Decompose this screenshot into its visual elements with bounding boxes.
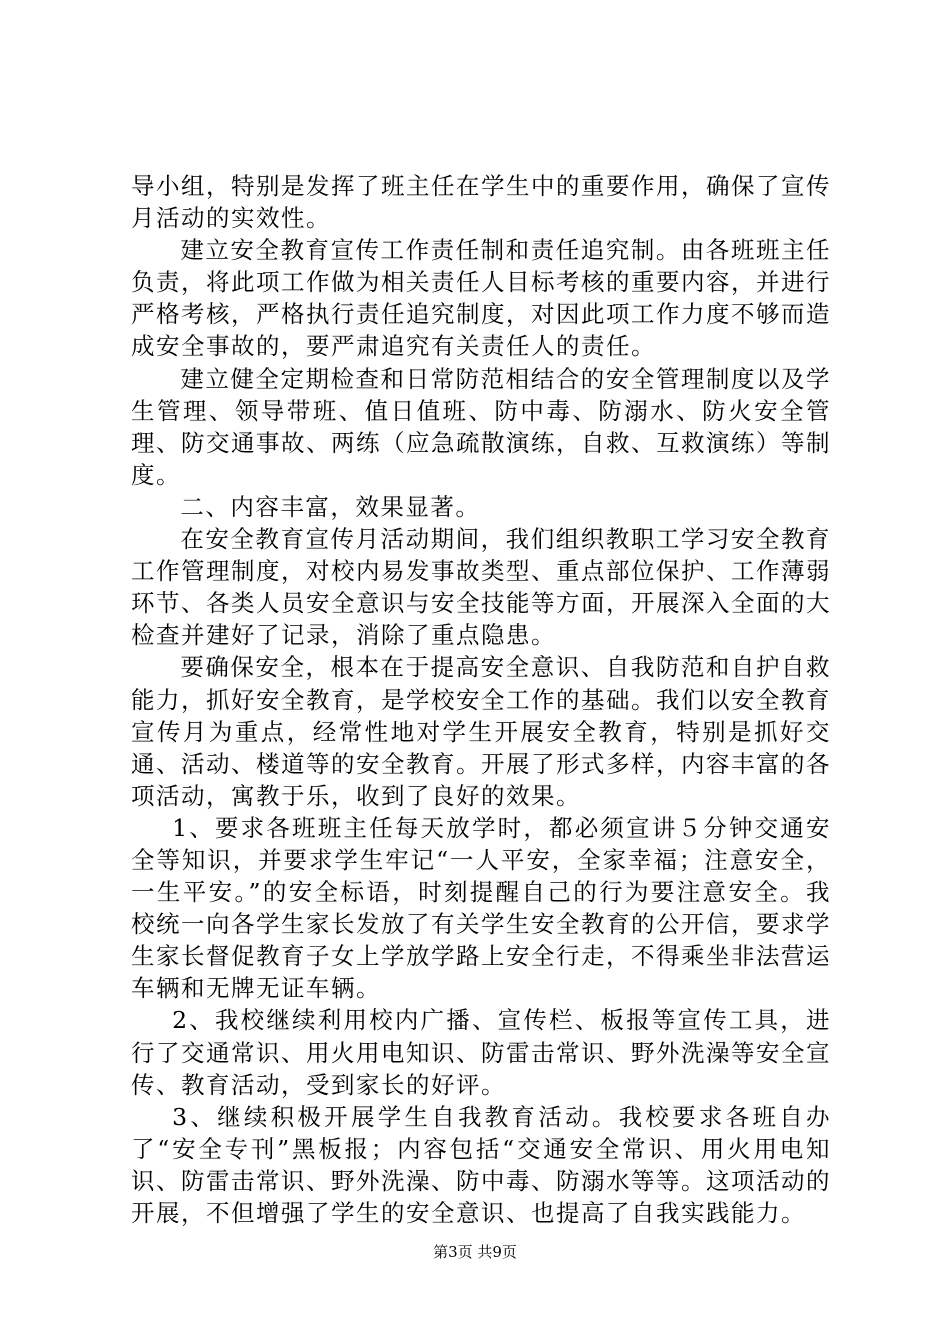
page-number: 第3页 共9页 xyxy=(433,1243,517,1261)
paragraph: 在安全教育宣传月活动期间，我们组织教职工学习安全教育工作管理制度，对校内易发事故类型、重点部位保护、工作薄弱环节、各类人员安全意识与安全技能等方面，开展深入全面的大检查并建好了记录，消除了重点隐患。 xyxy=(131,525,831,650)
paragraph: 要确保安全，根本在于提高安全意识、自我防范和自护自救能力，抓好安全教育，是学校安全工作的基础。我们以安全教育宣传月为重点，经常性地对学生开展安全教育，特别是抓好交通、活动、楼道等的安全教育。开展了形式多样，内容丰富的各项活动，寓教于乐，收到了良好的效果。 xyxy=(131,653,831,810)
list-item: 3、继续积极开展学生自我教育活动。我校要求各班自办了“安全专刊”黑板报；内容包括“交通安全常识、用火用电知识、防雷击常识、野外洗澡、防中毒、防溺水等等。这项活动的开展，不但增强了学生的安全意识、也提高了自我实践能力。 xyxy=(131,1102,831,1227)
list-item: 2、我校继续利用校内广播、宣传栏、板报等宣传工具，进行了交通常识、用火用电知识、防雷击常识、野外洗澡等安全宣传、教育活动，受到家长的好评。 xyxy=(131,1006,831,1099)
page-footer xyxy=(0,1242,950,1262)
section-heading: 二、内容丰富，效果显著。 xyxy=(180,492,481,521)
list-item: 1、要求各班班主任每天放学时，都必须宣讲５分钟交通安全等知识，并要求学生牢记“一人平安，全家幸福；注意安全，一生平安。”的安全标语，时刻提醒自己的行为要注意安全。我校统一向各学生家长发放了有关学生安全教育的公开信，要求学生家长督促教育子女上学放学路上安全行走，不得乘坐非法营运车辆和无牌无证车辆。 xyxy=(131,813,831,1003)
paragraph-continuation: 导小组，特别是发挥了班主任在学生中的重要作用，确保了宣传月活动的实效性。 xyxy=(131,172,831,233)
document-body xyxy=(131,170,831,1229)
paragraph: 建立健全定期检查和日常防范相结合的安全管理制度以及学生管理、领导带班、值日值班、防中毒、防溺水、防火安全管理、防交通事故、两练（应急疏散演练，自救、互救演练）等制度。 xyxy=(131,364,831,489)
paragraph: 建立安全教育宣传工作责任制和责任追究制。由各班班主任负责，将此项工作做为相关责任人目标考核的重要内容，并进行严格考核，严格执行责任追究制度，对因此项工作力度不够而造成安全事故的，要严肃追究有关责任人的责任。 xyxy=(131,236,831,361)
